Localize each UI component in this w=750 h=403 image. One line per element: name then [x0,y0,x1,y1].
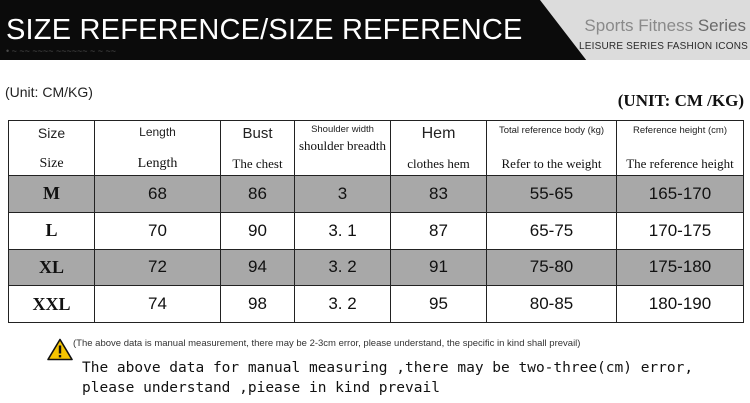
height-cell: 165-170 [617,176,744,213]
brand-series: Series [697,16,746,35]
size-cell: XL [9,249,95,286]
bust-cell: 90 [221,212,295,249]
header-hem [391,121,487,176]
note-small-text: (The above data is manual measurement, there may be 2-3cm error, please understand, the specific in kind shall prevail) [73,338,581,349]
bust-cell: 94 [221,249,295,286]
table-row [9,212,744,249]
brand-label: Sports Fitness [584,16,694,35]
shoulder-cell: 3. 2 [295,249,391,286]
shoulder-cell: 3 [295,176,391,213]
bust-cell: 98 [221,286,295,323]
header-weight-sub: Refer to the weight [501,156,602,171]
header-hem-en: Hem [421,125,456,142]
warning-triangle-icon [47,338,73,361]
size-cell: L [9,212,95,249]
height-cell: 175-180 [617,249,744,286]
header-height [617,121,744,176]
header-bust-en: Bust [242,125,273,142]
table-row [9,249,744,286]
weight-cell: 75-80 [487,249,617,286]
table-row [9,286,744,323]
hem-cell: 83 [391,176,487,213]
size-chart-table [8,120,744,323]
header-length [95,121,221,176]
header-hem-sub: clothes hem [407,156,470,171]
header-shoulder-en: Shoulder width [311,124,374,135]
shoulder-cell: 3. 1 [295,212,391,249]
size-cell: XXL [9,286,95,323]
header-shoulder [295,121,391,176]
length-cell: 68 [95,176,221,213]
unit-label-left: (Unit: CM/KG) [5,84,93,100]
header-banner [0,0,750,60]
weight-cell: 80-85 [487,286,617,323]
weight-cell: 65-75 [487,212,617,249]
brand-tagline: LEISURE SERIES FASHION ICONS [579,41,748,52]
hem-cell: 91 [391,249,487,286]
page-title: SIZE REFERENCE/SIZE REFERENCE [6,14,523,46]
length-cell: 74 [95,286,221,323]
header-height-en: Reference height (cm) [633,125,727,136]
length-cell: 70 [95,212,221,249]
header-weight-en: Total reference body (kg) [498,125,605,136]
shoulder-cell: 3. 2 [295,286,391,323]
length-cell: 72 [95,249,221,286]
header-length-en: Length [139,125,176,139]
header-weight [487,121,617,176]
header-size-en: Size [37,125,66,141]
weight-cell: 55-65 [487,176,617,213]
bust-cell: 86 [221,176,295,213]
unit-label-right: (UNIT: CM /KG) [617,91,744,110]
brand-name [584,16,746,36]
header-height-sub: The reference height [626,156,734,171]
header-shoulder-sub: shoulder breadth [298,138,386,153]
hem-cell: 95 [391,286,487,323]
note-main-text: The above data for manual measuring ,there may be two-three(cm) error, please understand ,piease in kind prevail [82,360,694,396]
height-cell: 170-175 [617,212,744,249]
header-length-sub: Length [137,156,178,171]
table-row [9,176,744,213]
header-bust-sub: The chest [232,156,283,171]
table-header-row [9,121,744,176]
header-bust [221,121,295,176]
header-size-sub: Size [39,156,64,171]
header-size [9,121,95,176]
banner-subtitle: • ~ ~~ ~~~~ ~~~~~~ ~ ~ ~~ [6,46,117,56]
size-cell: M [9,176,95,213]
height-cell: 180-190 [617,286,744,323]
hem-cell: 87 [391,212,487,249]
